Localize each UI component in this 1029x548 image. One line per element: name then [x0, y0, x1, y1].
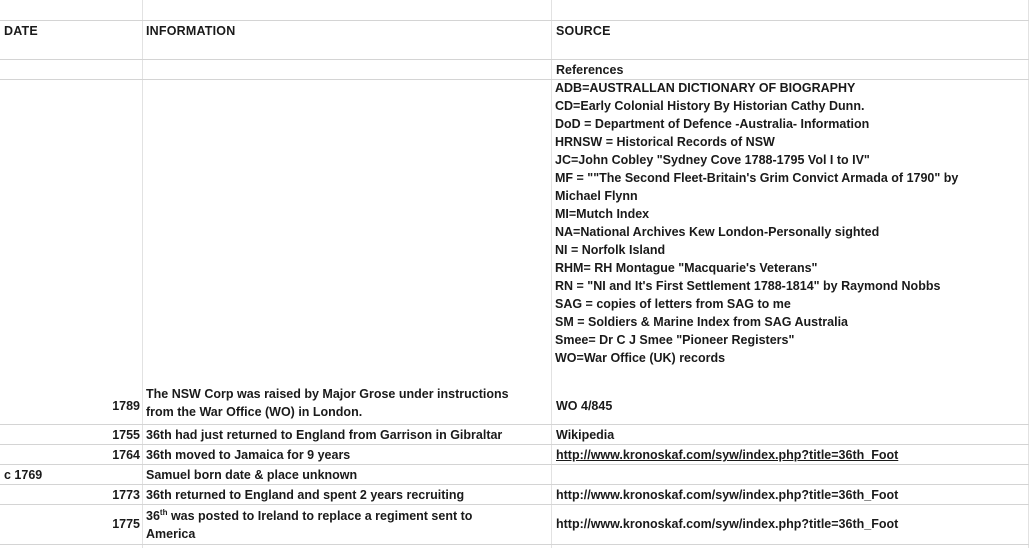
- row-divider: [0, 504, 1029, 505]
- row-divider: [0, 464, 1029, 465]
- info-cell[interactable]: The NSW Corp was raised by Major Grose under instructions: [146, 387, 509, 401]
- header-date[interactable]: DATE: [4, 24, 38, 38]
- date-cell[interactable]: c 1769: [4, 468, 43, 482]
- info-cell[interactable]: 36th had just returned to England from Garrison in Gibraltar: [146, 428, 503, 442]
- reference-item[interactable]: RN = "NI and It's First Settlement 1788-1814" by Raymond Nobbs: [555, 279, 941, 293]
- info-text: 36: [146, 509, 160, 523]
- reference-item[interactable]: SAG = copies of letters from SAG to me: [555, 297, 791, 311]
- row-divider: [0, 424, 1029, 425]
- year-cell[interactable]: 1773: [112, 488, 140, 502]
- year-cell[interactable]: 1755: [112, 428, 140, 442]
- info-cell[interactable]: America: [146, 527, 196, 541]
- reference-item[interactable]: Smee= Dr C J Smee "Pioneer Registers": [555, 333, 795, 347]
- column-divider: [551, 0, 552, 548]
- reference-item[interactable]: DoD = Department of Defence -Australia- Information: [555, 117, 870, 131]
- info-cell[interactable]: from the War Office (WO) in London.: [146, 405, 363, 419]
- year-cell[interactable]: 1775: [112, 517, 140, 531]
- reference-item[interactable]: JC=John Cobley "Sydney Cove 1788-1795 Vol I to IV": [555, 153, 870, 167]
- row-divider: [0, 444, 1029, 445]
- source-cell[interactable]: Wikipedia: [556, 428, 615, 442]
- reference-item[interactable]: RHM= RH Montague "Macquarie's Veterans": [555, 261, 818, 275]
- source-cell[interactable]: http://www.kronoskaf.com/syw/index.php?title=36th_Foot: [556, 517, 899, 531]
- source-link[interactable]: http://www.kronoskaf.com/syw/index.php?title=36th_Foot: [556, 448, 899, 462]
- info-text: was posted to Ireland to replace a regiment sent to: [167, 509, 473, 523]
- row-divider: [0, 544, 1029, 545]
- header-information[interactable]: INFORMATION: [146, 24, 236, 38]
- header-source[interactable]: SOURCE: [556, 24, 611, 38]
- source-cell[interactable]: WO 4/845: [556, 399, 613, 413]
- row-divider: [0, 484, 1029, 485]
- references-title[interactable]: References: [556, 63, 624, 77]
- info-cell[interactable]: 36th returned to England and spent 2 years recruiting: [146, 488, 465, 502]
- ordinal-suffix: th: [159, 507, 168, 517]
- year-cell[interactable]: 1789: [112, 399, 140, 413]
- reference-item[interactable]: Michael Flynn: [555, 189, 638, 203]
- info-cell[interactable]: 36th moved to Jamaica for 9 years: [146, 448, 351, 462]
- reference-item[interactable]: SM = Soldiers & Marine Index from SAG Australia: [555, 315, 849, 329]
- reference-item[interactable]: ADB=AUSTRALLAN DICTIONARY OF BIOGRAPHY: [555, 81, 856, 95]
- row-divider: [0, 59, 1029, 60]
- source-cell[interactable]: http://www.kronoskaf.com/syw/index.php?title=36th_Foot: [556, 488, 899, 502]
- reference-item[interactable]: NA=National Archives Kew London-Personally sighted: [555, 225, 880, 239]
- reference-item[interactable]: WO=War Office (UK) records: [555, 351, 726, 365]
- reference-item[interactable]: CD=Early Colonial History By Historian Cathy Dunn.: [555, 99, 865, 113]
- references-list: [555, 79, 958, 367]
- info-cell[interactable]: Samuel born date & place unknown: [146, 468, 358, 482]
- row-divider: [0, 20, 1029, 21]
- reference-item[interactable]: HRNSW = Historical Records of NSW: [555, 135, 775, 149]
- column-divider: [142, 0, 143, 548]
- info-cell[interactable]: [146, 507, 472, 525]
- reference-item[interactable]: MF = ""The Second Fleet-Britain's Grim Convict Armada of 1790" by: [555, 171, 959, 185]
- year-cell[interactable]: 1764: [112, 448, 140, 462]
- reference-item[interactable]: NI = Norfolk Island: [555, 243, 666, 257]
- reference-item[interactable]: MI=Mutch Index: [555, 207, 650, 221]
